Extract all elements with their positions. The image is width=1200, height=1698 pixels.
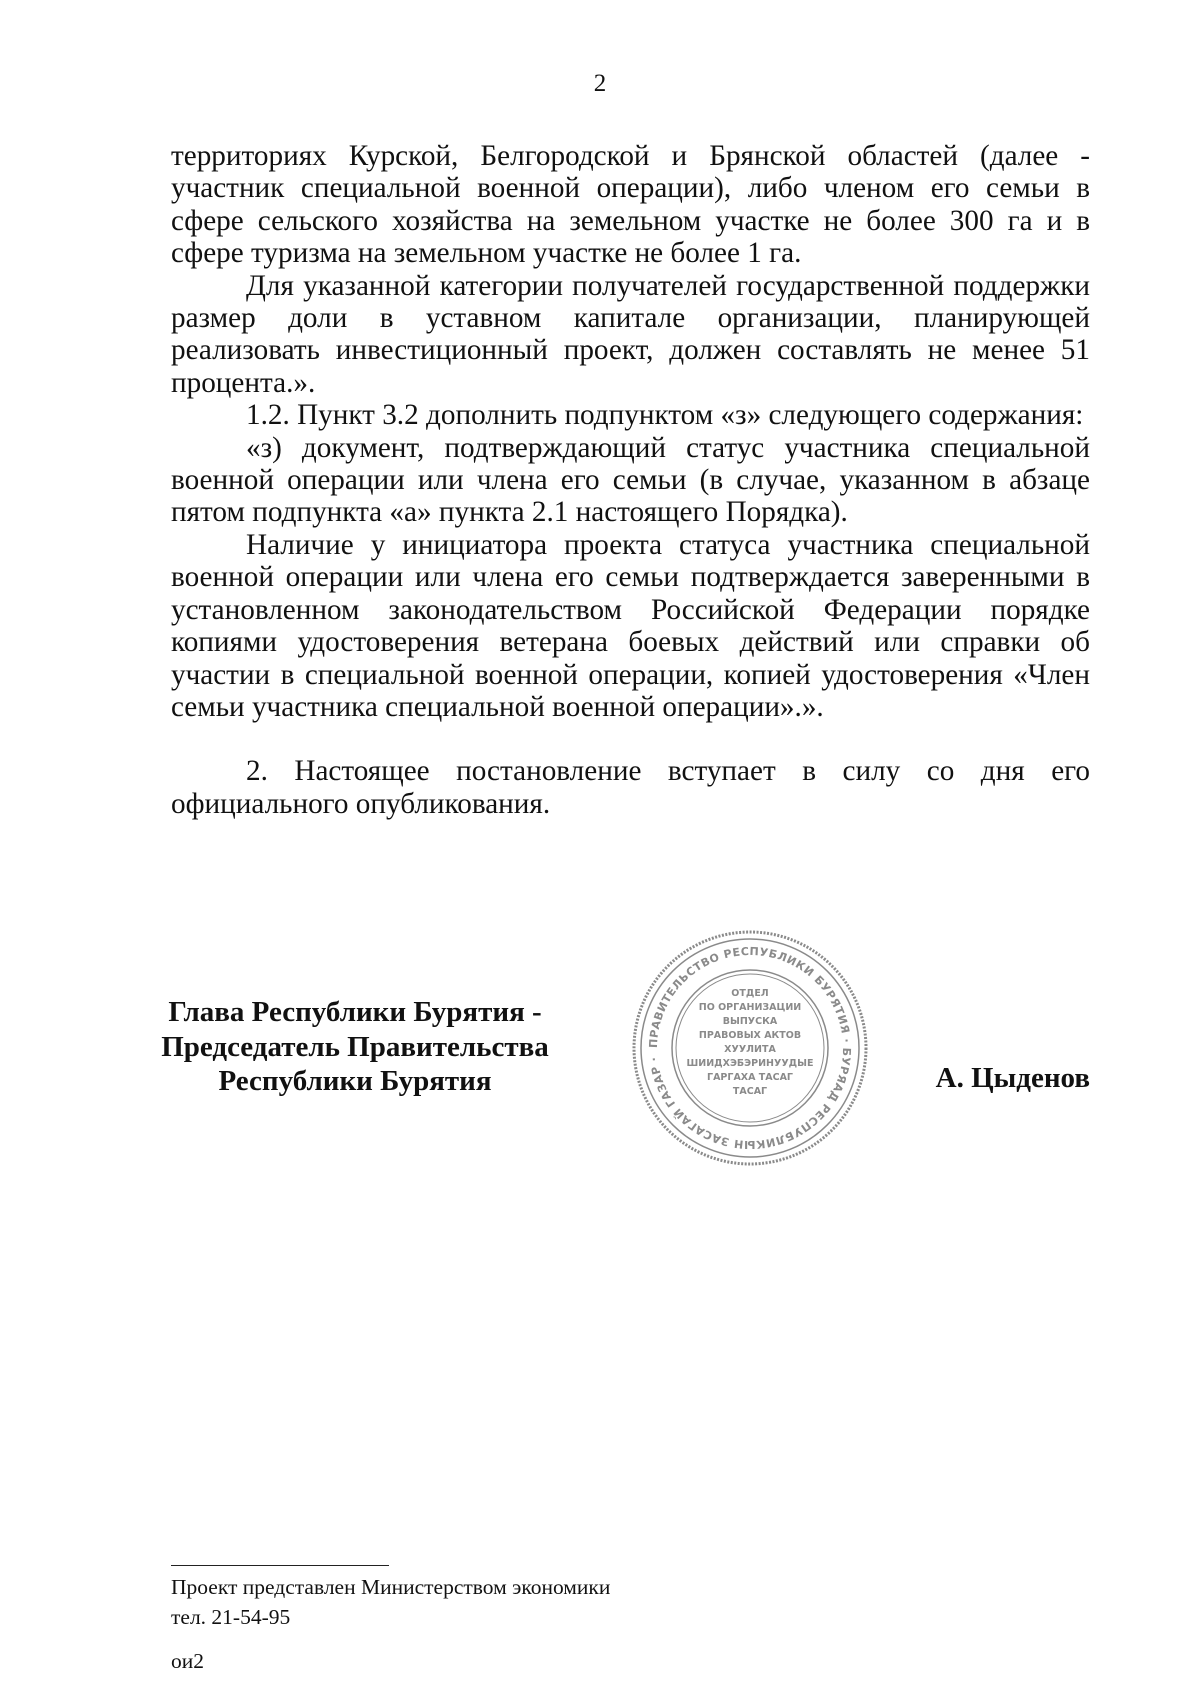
seal-center-line: ПРАВОВЫХ АКТОВ bbox=[698, 1030, 802, 1041]
footnote bbox=[171, 1572, 610, 1632]
page-number: 2 bbox=[593, 70, 607, 97]
official-seal-icon bbox=[630, 928, 870, 1168]
paragraph-category-share: Для указанной категории получателей государственной поддержки размер доли в уставном капитале организации, планирующей реализовать инвестиционный проект, должен составлять не менее 51 процента.». bbox=[171, 269, 1090, 399]
signature-title bbox=[150, 995, 560, 1099]
paragraph-effective-date: 2. Настоящее постановление вступает в силу со дня его официального опубликования. bbox=[171, 755, 1090, 820]
seal-center-line: ОТДЕЛ bbox=[731, 988, 769, 999]
paragraph-item-1-2: 1.2. Пункт 3.2 дополнить подпунктом «з» следующего содержания: bbox=[246, 399, 1084, 432]
seal-center-line: ПО ОРГАНИЗАЦИИ bbox=[698, 1002, 802, 1013]
signature-title-line: Глава Республики Бурятия - bbox=[168, 996, 542, 1028]
footnote-divider bbox=[171, 1565, 389, 1566]
signature-title-line: Республики Бурятия bbox=[218, 1065, 492, 1097]
seal-center-line: ВЫПУСКА bbox=[722, 1016, 778, 1027]
signature-title-line: Председатель Правительства bbox=[161, 1030, 549, 1063]
footnote-phone: тел. 21-54-95 bbox=[171, 1605, 291, 1629]
seal-center-line: ТАСАГ bbox=[732, 1086, 768, 1097]
seal-outer-text: ПРАВИТЕЛЬСТВО РЕСПУБЛИКИ БУРЯТИЯ · БУРЯАД РЕСПУБЛИКЫН ЗАСАГАЙ ГАЗАР · bbox=[646, 944, 854, 1152]
seal-center-line: ХУУЛИТА bbox=[724, 1044, 776, 1055]
paragraph-continuation: территориях Курской, Белгородской и Брянской областей (далее - участник специальной военной операции), либо членом его семьи в сфере сельского хозяйства на земельном участке не более 300 га и в сфере туризма на земельном участке не более 1 га. bbox=[171, 140, 1090, 270]
footnote-submitted-by: Проект представлен Министерством экономики bbox=[171, 1575, 611, 1599]
paragraph-status-confirmation: Наличие у инициатора проекта статуса участника специальной военной операции или члена его семьи подтверждается заверенными в установленном законодательством Российской Федерации порядке копиями удостоверения ветерана боевых действий или справки об участии в специальной военной операции, копией удостоверения «Член семьи участника специальной военной операции».». bbox=[171, 528, 1090, 723]
paragraph-subitem-z: «з) документ, подтверждающий статус участника специальной военной операции или члена его семьи (в случае, указанном в абзаце пятом подпункта «а» пункта 2.1 настоящего Порядка). bbox=[171, 431, 1090, 529]
document-code: ои2 bbox=[171, 1649, 205, 1673]
seal-center-line: ШИИДХЭБЭРИНУУДЫЕ bbox=[686, 1058, 814, 1069]
signatory-name: А. Цыденов bbox=[935, 1062, 1090, 1094]
seal-center-line: ГАРГАХА ТАСАГ bbox=[707, 1072, 793, 1083]
document-body bbox=[171, 140, 1090, 820]
